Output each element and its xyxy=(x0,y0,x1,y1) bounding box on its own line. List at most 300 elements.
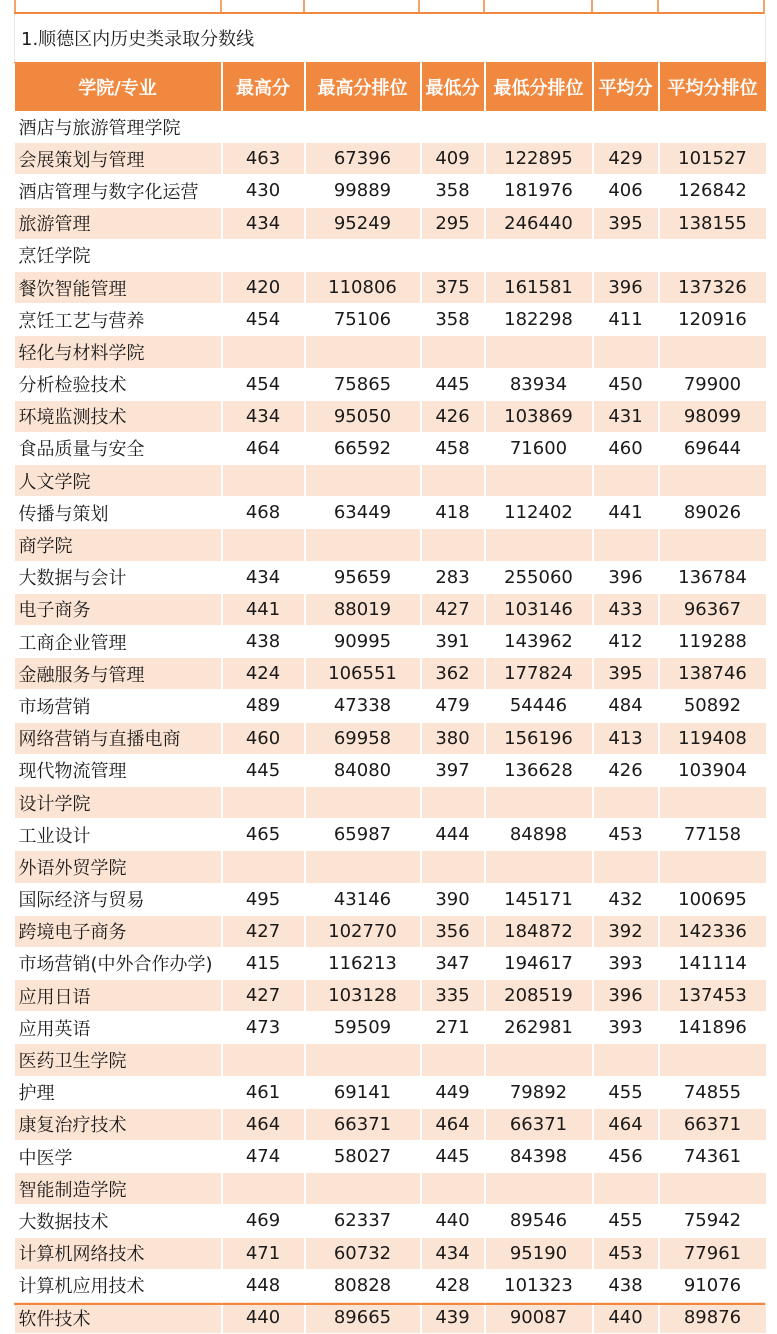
empty-cell xyxy=(222,786,305,818)
avg-score-cell: 412 xyxy=(593,626,659,658)
avg-score-cell: 456 xyxy=(593,1141,659,1173)
empty-cell xyxy=(222,465,305,497)
max-score-rank-cell: 116213 xyxy=(305,947,421,979)
admission-score-table xyxy=(14,14,766,1334)
min-score-cell: 271 xyxy=(421,1012,485,1044)
min-score-cell: 283 xyxy=(421,561,485,593)
max-score-rank-cell: 69141 xyxy=(305,1076,421,1108)
table-row xyxy=(15,1012,766,1044)
major-name: 电子商务 xyxy=(15,593,222,625)
max-score-cell: 441 xyxy=(222,593,305,625)
empty-cell xyxy=(222,529,305,561)
avg-score-cell: 450 xyxy=(593,368,659,400)
max-score-rank-cell: 66592 xyxy=(305,432,421,464)
college-name: 设计学院 xyxy=(15,786,222,818)
college-row xyxy=(15,336,766,368)
avg-score-cell: 438 xyxy=(593,1269,659,1301)
max-score-cell: 434 xyxy=(222,561,305,593)
max-score-cell: 474 xyxy=(222,1141,305,1173)
table-row xyxy=(15,947,766,979)
empty-cell xyxy=(421,786,485,818)
avg-score-rank-cell: 126842 xyxy=(659,175,766,207)
empty-cell xyxy=(485,111,593,143)
major-name: 计算机应用技术 xyxy=(15,1269,222,1301)
avg-score-rank-cell: 74361 xyxy=(659,1141,766,1173)
avg-score-rank-cell: 69644 xyxy=(659,432,766,464)
empty-cell xyxy=(421,1044,485,1076)
min-score-rank-cell: 136628 xyxy=(485,754,593,786)
min-score-cell: 380 xyxy=(421,722,485,754)
min-score-cell: 356 xyxy=(421,915,485,947)
major-name: 网络营销与直播电商 xyxy=(15,722,222,754)
table-row xyxy=(15,143,766,175)
avg-score-rank-cell: 136784 xyxy=(659,561,766,593)
major-name: 餐饮智能管理 xyxy=(15,271,222,303)
empty-cell xyxy=(593,111,659,143)
avg-score-cell: 395 xyxy=(593,207,659,239)
min-score-rank-cell: 71600 xyxy=(485,432,593,464)
empty-cell xyxy=(222,1044,305,1076)
avg-score-cell: 433 xyxy=(593,593,659,625)
avg-score-cell: 392 xyxy=(593,915,659,947)
major-name: 市场营销(中外合作办学) xyxy=(15,947,222,979)
min-score-cell: 426 xyxy=(421,400,485,432)
major-name: 环境监测技术 xyxy=(15,400,222,432)
header-min-score-rank: 最低分排位 xyxy=(485,63,593,112)
avg-score-rank-cell: 119288 xyxy=(659,626,766,658)
major-name: 大数据技术 xyxy=(15,1205,222,1237)
header-avg-score: 平均分 xyxy=(593,63,659,112)
min-score-cell: 391 xyxy=(421,626,485,658)
empty-cell xyxy=(421,529,485,561)
header-college-major: 学院/专业 xyxy=(15,63,222,112)
avg-score-rank-cell: 138155 xyxy=(659,207,766,239)
max-score-rank-cell: 75865 xyxy=(305,368,421,400)
table-row xyxy=(15,722,766,754)
max-score-cell: 434 xyxy=(222,207,305,239)
empty-cell xyxy=(485,851,593,883)
empty-cell xyxy=(222,1173,305,1205)
max-score-rank-cell: 62337 xyxy=(305,1205,421,1237)
avg-score-cell: 411 xyxy=(593,304,659,336)
major-name: 软件技术 xyxy=(15,1301,222,1333)
empty-cell xyxy=(305,529,421,561)
college-name: 医药卫生学院 xyxy=(15,1044,222,1076)
avg-score-rank-cell: 75942 xyxy=(659,1205,766,1237)
min-score-cell: 464 xyxy=(421,1108,485,1140)
empty-cell xyxy=(593,336,659,368)
college-name: 轻化与材料学院 xyxy=(15,336,222,368)
min-score-cell: 335 xyxy=(421,980,485,1012)
empty-cell xyxy=(659,465,766,497)
max-score-rank-cell: 65987 xyxy=(305,819,421,851)
empty-cell xyxy=(593,1044,659,1076)
avg-score-cell: 440 xyxy=(593,1301,659,1333)
empty-cell xyxy=(593,1173,659,1205)
max-score-cell: 440 xyxy=(222,1301,305,1333)
empty-cell xyxy=(305,851,421,883)
min-score-rank-cell: 112402 xyxy=(485,497,593,529)
min-score-cell: 418 xyxy=(421,497,485,529)
major-name: 护理 xyxy=(15,1076,222,1108)
empty-cell xyxy=(222,336,305,368)
max-score-rank-cell: 63449 xyxy=(305,497,421,529)
empty-cell xyxy=(421,851,485,883)
table-row xyxy=(15,207,766,239)
table-row xyxy=(15,883,766,915)
min-score-rank-cell: 184872 xyxy=(485,915,593,947)
max-score-cell: 445 xyxy=(222,754,305,786)
max-score-cell: 438 xyxy=(222,626,305,658)
min-score-rank-cell: 246440 xyxy=(485,207,593,239)
min-score-cell: 375 xyxy=(421,271,485,303)
max-score-cell: 468 xyxy=(222,497,305,529)
min-score-cell: 445 xyxy=(421,1141,485,1173)
max-score-rank-cell: 60732 xyxy=(305,1237,421,1269)
min-score-rank-cell: 95190 xyxy=(485,1237,593,1269)
avg-score-rank-cell: 77961 xyxy=(659,1237,766,1269)
major-name: 分析检验技术 xyxy=(15,368,222,400)
college-row xyxy=(15,851,766,883)
empty-cell xyxy=(222,239,305,271)
min-score-rank-cell: 145171 xyxy=(485,883,593,915)
header-max-score-rank: 最高分排位 xyxy=(305,63,421,112)
empty-cell xyxy=(305,465,421,497)
min-score-rank-cell: 194617 xyxy=(485,947,593,979)
college-row xyxy=(15,111,766,143)
table-row xyxy=(15,1269,766,1301)
max-score-cell: 427 xyxy=(222,915,305,947)
avg-score-rank-cell: 66371 xyxy=(659,1108,766,1140)
min-score-cell: 362 xyxy=(421,658,485,690)
max-score-rank-cell: 43146 xyxy=(305,883,421,915)
major-name: 工业设计 xyxy=(15,819,222,851)
college-name: 人文学院 xyxy=(15,465,222,497)
max-score-rank-cell: 67396 xyxy=(305,143,421,175)
min-score-cell: 440 xyxy=(421,1205,485,1237)
empty-cell xyxy=(485,465,593,497)
table-row xyxy=(15,754,766,786)
avg-score-rank-cell: 100695 xyxy=(659,883,766,915)
empty-cell xyxy=(305,111,421,143)
max-score-cell: 471 xyxy=(222,1237,305,1269)
college-name: 酒店与旅游管理学院 xyxy=(15,111,222,143)
max-score-rank-cell: 95659 xyxy=(305,561,421,593)
avg-score-cell: 426 xyxy=(593,754,659,786)
max-score-cell: 465 xyxy=(222,819,305,851)
empty-cell xyxy=(659,239,766,271)
table-row xyxy=(15,432,766,464)
min-score-cell: 444 xyxy=(421,819,485,851)
top-border-strip xyxy=(14,0,764,14)
min-score-rank-cell: 122895 xyxy=(485,143,593,175)
major-name: 中医学 xyxy=(15,1141,222,1173)
table-row xyxy=(15,915,766,947)
min-score-rank-cell: 161581 xyxy=(485,271,593,303)
college-name: 烹饪学院 xyxy=(15,239,222,271)
avg-score-cell: 460 xyxy=(593,432,659,464)
avg-score-cell: 432 xyxy=(593,883,659,915)
avg-score-rank-cell: 138746 xyxy=(659,658,766,690)
avg-score-cell: 455 xyxy=(593,1205,659,1237)
table-row xyxy=(15,593,766,625)
table-row xyxy=(15,175,766,207)
avg-score-rank-cell: 98099 xyxy=(659,400,766,432)
major-name: 旅游管理 xyxy=(15,207,222,239)
avg-score-rank-cell: 137453 xyxy=(659,980,766,1012)
max-score-cell: 463 xyxy=(222,143,305,175)
min-score-rank-cell: 89546 xyxy=(485,1205,593,1237)
max-score-rank-cell: 102770 xyxy=(305,915,421,947)
table-title-row xyxy=(15,14,766,63)
empty-cell xyxy=(421,336,485,368)
min-score-cell: 409 xyxy=(421,143,485,175)
min-score-rank-cell: 103146 xyxy=(485,593,593,625)
avg-score-rank-cell: 120916 xyxy=(659,304,766,336)
empty-cell xyxy=(305,336,421,368)
max-score-rank-cell: 99889 xyxy=(305,175,421,207)
major-name: 会展策划与管理 xyxy=(15,143,222,175)
header-row xyxy=(15,63,766,112)
table-title: 1.顺德区内历史类录取分数线 xyxy=(15,14,766,63)
avg-score-rank-cell: 91076 xyxy=(659,1269,766,1301)
major-name: 康复治疗技术 xyxy=(15,1108,222,1140)
max-score-cell: 461 xyxy=(222,1076,305,1108)
max-score-cell: 430 xyxy=(222,175,305,207)
min-score-cell: 434 xyxy=(421,1237,485,1269)
min-score-rank-cell: 208519 xyxy=(485,980,593,1012)
min-score-rank-cell: 83934 xyxy=(485,368,593,400)
min-score-rank-cell: 181976 xyxy=(485,175,593,207)
major-name: 跨境电子商务 xyxy=(15,915,222,947)
college-row xyxy=(15,239,766,271)
min-score-cell: 479 xyxy=(421,690,485,722)
empty-cell xyxy=(593,786,659,818)
empty-cell xyxy=(222,851,305,883)
college-row xyxy=(15,1044,766,1076)
min-score-rank-cell: 101323 xyxy=(485,1269,593,1301)
max-score-cell: 420 xyxy=(222,271,305,303)
empty-cell xyxy=(305,786,421,818)
major-name: 大数据与会计 xyxy=(15,561,222,593)
min-score-rank-cell: 79892 xyxy=(485,1076,593,1108)
empty-cell xyxy=(593,529,659,561)
table-row xyxy=(15,1205,766,1237)
min-score-rank-cell: 255060 xyxy=(485,561,593,593)
major-name: 金融服务与管理 xyxy=(15,658,222,690)
max-score-rank-cell: 89665 xyxy=(305,1301,421,1333)
table-row xyxy=(15,1301,766,1333)
min-score-cell: 428 xyxy=(421,1269,485,1301)
min-score-cell: 358 xyxy=(421,304,485,336)
empty-cell xyxy=(305,1173,421,1205)
min-score-cell: 458 xyxy=(421,432,485,464)
avg-score-cell: 455 xyxy=(593,1076,659,1108)
major-name: 国际经济与贸易 xyxy=(15,883,222,915)
avg-score-cell: 395 xyxy=(593,658,659,690)
empty-cell xyxy=(659,111,766,143)
max-score-cell: 473 xyxy=(222,1012,305,1044)
bottom-border xyxy=(14,1303,765,1305)
table-row xyxy=(15,304,766,336)
table-row xyxy=(15,980,766,1012)
avg-score-cell: 396 xyxy=(593,271,659,303)
max-score-rank-cell: 95050 xyxy=(305,400,421,432)
min-score-rank-cell: 54446 xyxy=(485,690,593,722)
avg-score-rank-cell: 89026 xyxy=(659,497,766,529)
empty-cell xyxy=(305,1044,421,1076)
avg-score-rank-cell: 77158 xyxy=(659,819,766,851)
major-name: 市场营销 xyxy=(15,690,222,722)
empty-cell xyxy=(485,239,593,271)
college-row xyxy=(15,465,766,497)
avg-score-rank-cell: 96367 xyxy=(659,593,766,625)
min-score-rank-cell: 103869 xyxy=(485,400,593,432)
major-name: 烹饪工艺与营养 xyxy=(15,304,222,336)
min-score-rank-cell: 84898 xyxy=(485,819,593,851)
avg-score-rank-cell: 74855 xyxy=(659,1076,766,1108)
avg-score-cell: 431 xyxy=(593,400,659,432)
table-row xyxy=(15,561,766,593)
table-row xyxy=(15,368,766,400)
table-row xyxy=(15,271,766,303)
max-score-rank-cell: 95249 xyxy=(305,207,421,239)
table-row xyxy=(15,497,766,529)
table-row xyxy=(15,626,766,658)
min-score-cell: 295 xyxy=(421,207,485,239)
header-min-score: 最低分 xyxy=(421,63,485,112)
min-score-cell: 358 xyxy=(421,175,485,207)
avg-score-rank-cell: 101527 xyxy=(659,143,766,175)
major-name: 现代物流管理 xyxy=(15,754,222,786)
min-score-cell: 427 xyxy=(421,593,485,625)
min-score-rank-cell: 90087 xyxy=(485,1301,593,1333)
empty-cell xyxy=(485,1173,593,1205)
avg-score-cell: 429 xyxy=(593,143,659,175)
major-name: 应用英语 xyxy=(15,1012,222,1044)
max-score-cell: 415 xyxy=(222,947,305,979)
empty-cell xyxy=(305,239,421,271)
major-name: 计算机网络技术 xyxy=(15,1237,222,1269)
max-score-rank-cell: 110806 xyxy=(305,271,421,303)
avg-score-cell: 413 xyxy=(593,722,659,754)
empty-cell xyxy=(593,465,659,497)
avg-score-rank-cell: 141896 xyxy=(659,1012,766,1044)
table-row xyxy=(15,690,766,722)
min-score-rank-cell: 182298 xyxy=(485,304,593,336)
max-score-cell: 489 xyxy=(222,690,305,722)
empty-cell xyxy=(421,465,485,497)
avg-score-rank-cell: 141114 xyxy=(659,947,766,979)
min-score-rank-cell: 143962 xyxy=(485,626,593,658)
empty-cell xyxy=(659,1044,766,1076)
max-score-cell: 434 xyxy=(222,400,305,432)
max-score-cell: 464 xyxy=(222,1108,305,1140)
table-row xyxy=(15,1141,766,1173)
max-score-rank-cell: 47338 xyxy=(305,690,421,722)
college-name: 外语外贸学院 xyxy=(15,851,222,883)
avg-score-rank-cell: 142336 xyxy=(659,915,766,947)
max-score-rank-cell: 84080 xyxy=(305,754,421,786)
avg-score-cell: 396 xyxy=(593,980,659,1012)
max-score-rank-cell: 88019 xyxy=(305,593,421,625)
min-score-rank-cell: 66371 xyxy=(485,1108,593,1140)
max-score-cell: 495 xyxy=(222,883,305,915)
min-score-cell: 445 xyxy=(421,368,485,400)
table-row xyxy=(15,1108,766,1140)
empty-cell xyxy=(659,529,766,561)
empty-cell xyxy=(421,111,485,143)
empty-cell xyxy=(485,1044,593,1076)
empty-cell xyxy=(485,529,593,561)
max-score-cell: 454 xyxy=(222,304,305,336)
max-score-rank-cell: 66371 xyxy=(305,1108,421,1140)
max-score-cell: 424 xyxy=(222,658,305,690)
max-score-rank-cell: 103128 xyxy=(305,980,421,1012)
max-score-rank-cell: 90995 xyxy=(305,626,421,658)
avg-score-cell: 393 xyxy=(593,1012,659,1044)
min-score-cell: 347 xyxy=(421,947,485,979)
min-score-rank-cell: 156196 xyxy=(485,722,593,754)
table-row xyxy=(15,1237,766,1269)
min-score-cell: 439 xyxy=(421,1301,485,1333)
max-score-rank-cell: 69958 xyxy=(305,722,421,754)
college-row xyxy=(15,786,766,818)
empty-cell xyxy=(659,336,766,368)
major-name: 应用日语 xyxy=(15,980,222,1012)
avg-score-cell: 406 xyxy=(593,175,659,207)
avg-score-rank-cell: 103904 xyxy=(659,754,766,786)
college-row xyxy=(15,1173,766,1205)
avg-score-rank-cell: 89876 xyxy=(659,1301,766,1333)
avg-score-cell: 464 xyxy=(593,1108,659,1140)
empty-cell xyxy=(593,239,659,271)
empty-cell xyxy=(659,786,766,818)
avg-score-cell: 441 xyxy=(593,497,659,529)
max-score-rank-cell: 80828 xyxy=(305,1269,421,1301)
max-score-rank-cell: 59509 xyxy=(305,1012,421,1044)
min-score-rank-cell: 177824 xyxy=(485,658,593,690)
avg-score-cell: 453 xyxy=(593,1237,659,1269)
min-score-cell: 390 xyxy=(421,883,485,915)
empty-cell xyxy=(659,1173,766,1205)
max-score-cell: 464 xyxy=(222,432,305,464)
max-score-cell: 427 xyxy=(222,980,305,1012)
major-name: 食品质量与安全 xyxy=(15,432,222,464)
table-row xyxy=(15,658,766,690)
avg-score-rank-cell: 50892 xyxy=(659,690,766,722)
table-row xyxy=(15,819,766,851)
avg-score-cell: 453 xyxy=(593,819,659,851)
avg-score-cell: 484 xyxy=(593,690,659,722)
max-score-rank-cell: 58027 xyxy=(305,1141,421,1173)
min-score-cell: 449 xyxy=(421,1076,485,1108)
avg-score-rank-cell: 79900 xyxy=(659,368,766,400)
college-row xyxy=(15,529,766,561)
major-name: 酒店管理与数字化运营 xyxy=(15,175,222,207)
max-score-cell: 460 xyxy=(222,722,305,754)
max-score-cell: 469 xyxy=(222,1205,305,1237)
college-name: 商学院 xyxy=(15,529,222,561)
major-name: 传播与策划 xyxy=(15,497,222,529)
empty-cell xyxy=(485,786,593,818)
min-score-cell: 397 xyxy=(421,754,485,786)
avg-score-rank-cell: 137326 xyxy=(659,271,766,303)
max-score-cell: 448 xyxy=(222,1269,305,1301)
table-body xyxy=(15,111,766,1334)
header-avg-score-rank: 平均分排位 xyxy=(659,63,766,112)
empty-cell xyxy=(222,111,305,143)
